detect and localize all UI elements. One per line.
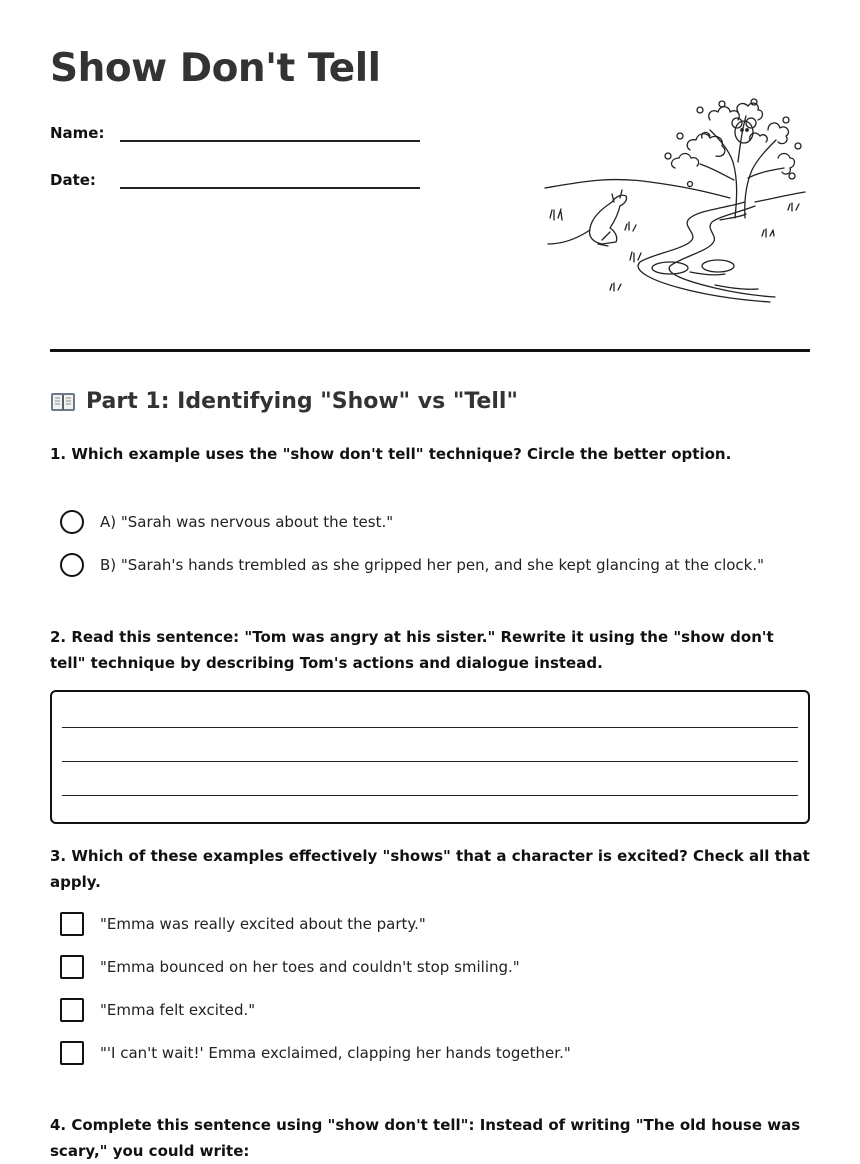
q3-option-3[interactable] (60, 998, 255, 1022)
q3-option-3-label: "Emma felt excited." (100, 1001, 256, 1019)
page-title: Show Don't Tell (50, 46, 381, 91)
q2-answer-line-1 (62, 727, 798, 728)
open-book-icon (50, 391, 76, 413)
date-field (50, 167, 420, 189)
date-input-line[interactable] (120, 167, 420, 189)
q1-option-a[interactable] (60, 510, 393, 534)
question-4-text: 4. Complete this sentence using "show don't tell": Instead of writing "The old house was scary," you could write: (50, 1116, 801, 1160)
question-3-text: 3. Which of these examples effectively "shows" that a character is excited? Check all that apply. (50, 847, 810, 891)
q3-option-4-checkbox[interactable] (60, 1041, 84, 1065)
section-title-text: Part 1: Identifying "Show" vs "Tell" (86, 389, 518, 414)
q3-option-2-label: "Emma bounced on her toes and couldn't stop smiling." (100, 958, 520, 976)
q3-option-1[interactable] (60, 912, 426, 936)
q3-option-2[interactable] (60, 955, 520, 979)
q3-option-4[interactable] (60, 1041, 571, 1065)
q3-option-2-checkbox[interactable] (60, 955, 84, 979)
q1-option-b-label: B) "Sarah's hands trembled as she gripped her pen, and she kept glancing at the clock." (100, 556, 765, 574)
q1-option-a-label: A) "Sarah was nervous about the test." (100, 513, 394, 531)
q2-answer-box[interactable] (50, 690, 810, 824)
q2-answer-line-2 (62, 761, 798, 762)
q3-option-3-checkbox[interactable] (60, 998, 84, 1022)
q1-option-b[interactable] (60, 553, 764, 577)
q3-option-4-label: "'I can't wait!' Emma exclaimed, clapping her hands together." (100, 1044, 571, 1062)
name-field (50, 120, 420, 142)
kangaroo-koala-landscape-illustration (540, 90, 810, 310)
q1-option-b-radio[interactable] (60, 553, 84, 577)
name-label: Name: (50, 124, 105, 142)
q2-answer-line-3 (62, 795, 798, 796)
question-1-text: 1. Which example uses the "show don't tell" technique? Circle the better option. (50, 445, 732, 463)
name-input-line[interactable] (120, 120, 420, 142)
q3-option-1-label: "Emma was really excited about the party." (100, 915, 426, 933)
header-divider (50, 349, 810, 352)
question-2-text: 2. Read this sentence: "Tom was angry at his sister." Rewrite it using the "show don't tell" technique by describing Tom's actions and dialogue instead. (50, 628, 774, 672)
q3-option-1-checkbox[interactable] (60, 912, 84, 936)
section-title-part1 (50, 389, 518, 414)
q1-option-a-radio[interactable] (60, 510, 84, 534)
date-label: Date: (50, 171, 96, 189)
